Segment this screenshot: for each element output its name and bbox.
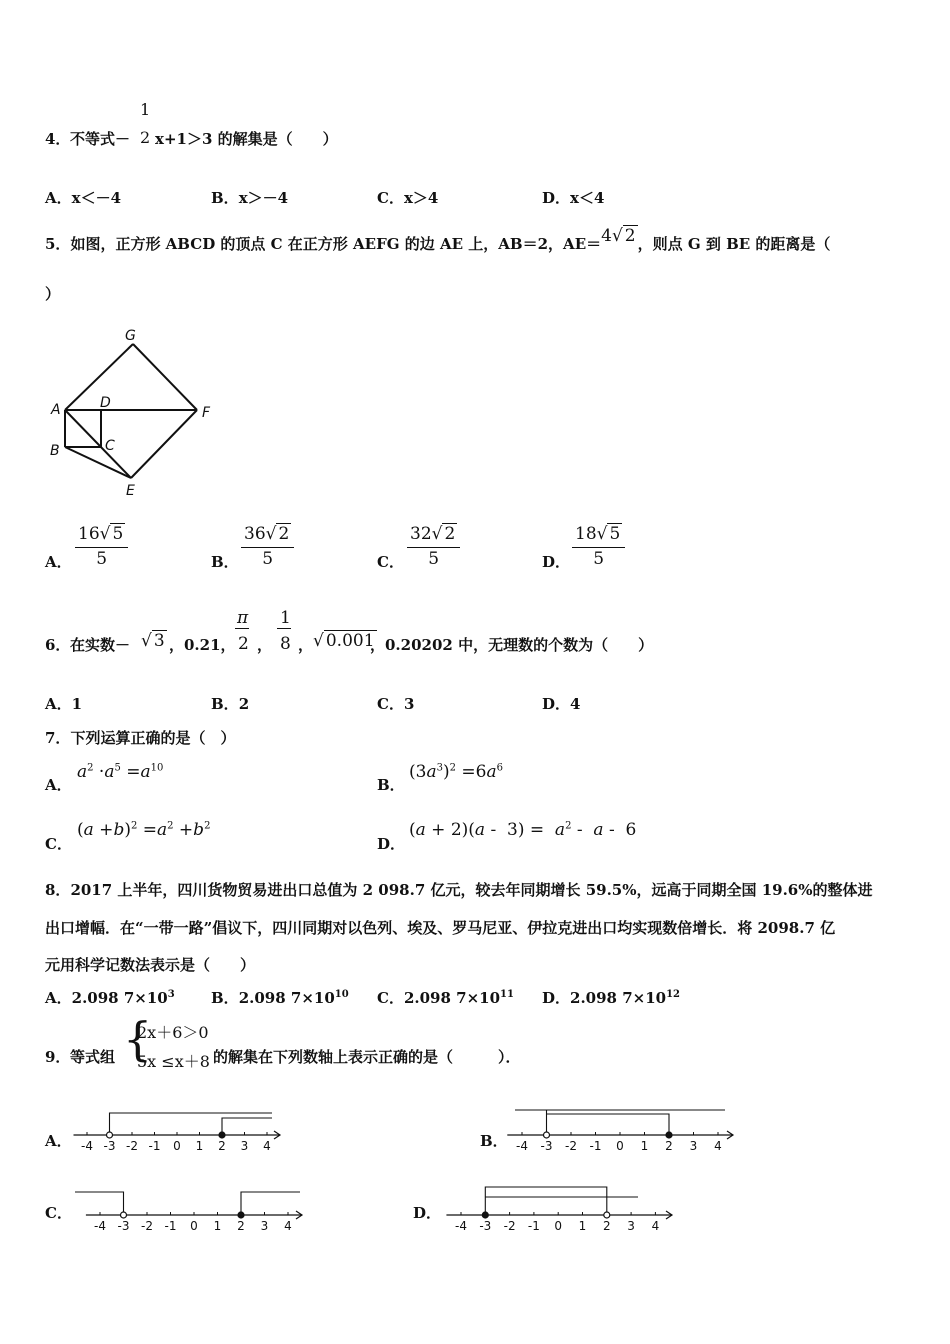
solution-ray: [222, 1118, 272, 1135]
q6-option-a[interactable]: A．1: [45, 695, 83, 713]
label-e: E: [126, 483, 135, 499]
segment-ae: [65, 410, 131, 478]
solution-ray-left: [75, 1192, 124, 1215]
question-4-number: 4．: [45, 130, 71, 148]
q8-option-c[interactable]: C．2.098 $7\times 10^{11}$: [377, 989, 514, 1007]
axis-tick-label: 1: [213, 1219, 222, 1233]
q8-option-a[interactable]: A．2.098 $7\times 10^3$: [45, 989, 175, 1007]
pi-den: 2: [238, 634, 249, 654]
q6-option-b[interactable]: B．2: [211, 695, 250, 713]
axis-tick-label: 0: [554, 1219, 563, 1233]
system-row-1: 2x＋6＞0: [137, 1023, 209, 1042]
question-8-line1: 8．2017 上半年，四川货物贸易进出口总值为 2 098.7 亿元，较去年同期增长 59.5%，远高于同期全国 19.6%的整体进: [45, 881, 873, 899]
axis-tick-label: 3: [260, 1219, 269, 1233]
open-point: [107, 1132, 113, 1138]
axis-tick-label: 0: [173, 1139, 181, 1153]
closed-point: [219, 1132, 225, 1138]
solution-segment: [485, 1187, 607, 1215]
question-5-line2: ）: [45, 285, 61, 303]
label-d: D: [100, 395, 111, 411]
q4-option-d[interactable]: D．x＜4: [542, 189, 605, 207]
axis-tick-label: 0: [616, 1139, 624, 1153]
axis-tick-label: 2: [237, 1219, 245, 1233]
axis-tick-label: 1: [640, 1139, 649, 1153]
question-6: 6． 在实数－ √ 3 ，0.21， π 2 ， 1 8 ， √ 0.001 ，0.20202 中，无理数的个数为（ ）: [45, 608, 654, 654]
q6-option-d[interactable]: D．4: [542, 695, 581, 713]
question-4-suffix: x+1＞3 的解集是（ ）: [155, 130, 338, 148]
q4-fraction-num: 1: [140, 100, 151, 119]
q4-option-c[interactable]: C．x＞4: [377, 189, 439, 207]
q9-option-c-numberline[interactable]: [70, 1180, 315, 1235]
question-7: 7．下列运算正确的是（ ）: [45, 729, 236, 747]
axis-tick-label: -1: [164, 1219, 177, 1233]
axis-tick-label: -2: [141, 1219, 153, 1233]
axis-tick-label: -4: [455, 1219, 467, 1233]
q6-option-c[interactable]: C．3: [377, 695, 415, 713]
segment-gf: [133, 344, 197, 410]
axis-tick-label: -3: [103, 1139, 116, 1153]
axis-tick-label: 3: [627, 1219, 635, 1233]
axis-tick-label: 4: [263, 1139, 271, 1153]
axis-tick-label: -3: [540, 1139, 553, 1153]
sqrt-3: √ 3: [141, 631, 165, 651]
q9-option-b-label[interactable]: B．: [480, 1132, 508, 1150]
axis-tick-label: 4: [651, 1219, 660, 1233]
system-brace: {: [123, 1012, 153, 1066]
q4-fraction-den: 2: [140, 128, 151, 147]
open-point: [604, 1212, 610, 1218]
q9-option-d-label[interactable]: D．: [413, 1204, 442, 1222]
label-b: B: [50, 443, 60, 459]
pi-num: π: [237, 608, 249, 628]
question-8-line3: 元用科学记数法表示是（ ）: [45, 956, 256, 974]
closed-point: [482, 1212, 488, 1218]
axis-tick-label: -3: [479, 1219, 492, 1233]
open-point: [121, 1212, 127, 1218]
solution-segment: [547, 1114, 670, 1135]
axis-tick-label: 2: [218, 1139, 226, 1153]
axis-tick-label: 1: [578, 1219, 587, 1233]
axis-tick-label: 4: [284, 1219, 292, 1233]
square-figure: [45, 325, 225, 500]
q4-option-a[interactable]: A．x＜－4: [45, 189, 122, 207]
axis-tick-label: -1: [589, 1139, 602, 1153]
axis-tick-label: -4: [94, 1219, 106, 1233]
system-row-2: 5x ≤x＋8: [137, 1052, 210, 1071]
segment-fe: [131, 410, 197, 478]
q9-option-d-numberline[interactable]: [440, 1180, 680, 1235]
q9-option-a-numberline[interactable]: [70, 1100, 290, 1155]
eighth-den: 8: [280, 634, 291, 654]
solution-ray-right: [241, 1192, 300, 1215]
axis-tick-label: 3: [240, 1139, 249, 1153]
sqrt-0001: √ 0.001: [313, 631, 375, 651]
q9-option-b-numberline[interactable]: [505, 1100, 740, 1155]
segment-ag: [65, 344, 133, 410]
q9-option-c-label[interactable]: C．: [45, 1204, 72, 1222]
axis-tick-label: -2: [126, 1139, 138, 1153]
q9-option-a-label[interactable]: A．: [45, 1132, 72, 1150]
label-g: G: [125, 328, 136, 344]
axis-tick-label: -1: [148, 1139, 161, 1153]
axis-tick-label: 0: [190, 1219, 198, 1233]
label-c: C: [105, 438, 115, 454]
label-a: A: [51, 402, 61, 418]
axis-tick-label: -4: [516, 1139, 528, 1153]
solution-ray: [110, 1113, 273, 1135]
axis-tick-label: 2: [665, 1139, 673, 1153]
segment-be: [65, 447, 131, 478]
axis-tick-label: -3: [117, 1219, 130, 1233]
axis-tick-label: 2: [602, 1219, 611, 1233]
q8-option-d[interactable]: D．2.098 $7\times 10^{12}$: [542, 989, 681, 1007]
open-point: [544, 1132, 550, 1138]
q4-option-b[interactable]: B．x＞－4: [211, 189, 289, 207]
question-4-prefix: 不等式－: [70, 130, 131, 148]
question-9: 9． 等式组 { 2x＋6＞0 5x ≤x＋8 的解集在下列数轴上表示正确的是（ ）．: [45, 1012, 521, 1071]
question-8-line2: 出口增幅．在“一带一路”倡议下，四川同期对以色列、埃及、罗马尼亚、伊拉克进出口均实现数倍增长．将 2098.7 亿: [45, 919, 836, 937]
axis-tick-label: 4: [714, 1139, 722, 1153]
label-f: F: [202, 405, 211, 421]
eighth-num: 1: [280, 608, 291, 628]
axis-tick-label: -2: [503, 1219, 516, 1233]
axis-tick-label: 3: [689, 1139, 698, 1153]
question-5-line1: 5．如图，正方形 ABCD 的顶点 C 在正方形 AEFG 的边 AE 上，AB＝2，AE＝4√ 2 ，则点 G 到 BE 的距离是（: [45, 226, 831, 253]
closed-point: [238, 1212, 244, 1218]
q8-option-b[interactable]: B．2.098 $7\times 10^{10}$: [211, 989, 349, 1007]
axis-tick-label: -2: [565, 1139, 577, 1153]
ae-value: 4√ 2: [601, 226, 636, 246]
axis-tick-label: -4: [81, 1139, 93, 1153]
closed-point: [666, 1132, 672, 1138]
axis-tick-label: 1: [195, 1139, 204, 1153]
axis-tick-label: -1: [527, 1219, 540, 1233]
